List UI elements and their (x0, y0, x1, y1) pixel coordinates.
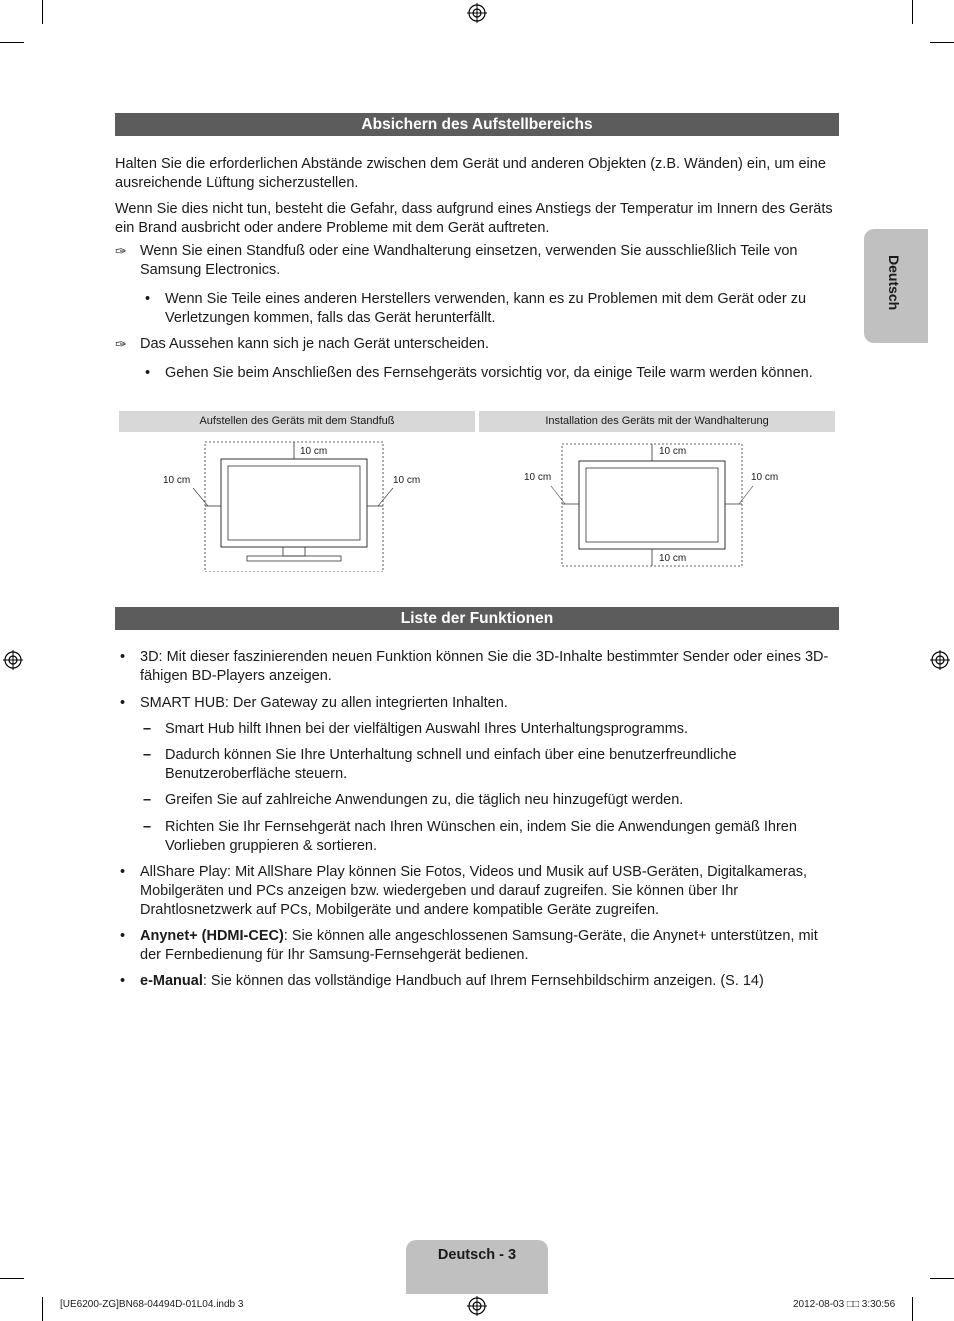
bullet-icon: • (120, 864, 126, 880)
feature-description: : Mit dieser faszinierenden neuen Funktion können Sie die 3D-Inhalte bestimmter Sender oder eines 3D-fähigen BD-Players anzeigen. (140, 649, 829, 684)
sub-item (143, 818, 839, 858)
feature-item-anynet (120, 927, 839, 967)
registration-mark-icon (930, 650, 950, 670)
clearance-label-top: 10 cm (659, 446, 687, 457)
feature-item-allshare (120, 863, 839, 923)
sub-item-text: Dadurch können Sie Ihre Unterhaltung schnell und einfach über eine benutzerfreundliche Benutzeroberfläche steuern. (165, 747, 737, 782)
bullet-text: Wenn Sie Teile eines anderen Herstellers verwenden, kann es zu Problemen mit dem Gerät oder zu Verletzungen kommen, falls das Gerät herunterfällt. (165, 291, 807, 326)
section-heading-safety: Absichern des Aufstellbereichs (115, 113, 839, 136)
dash-icon: – (143, 747, 152, 763)
clearance-label-top: 10 cm (300, 446, 328, 457)
note-pencil-icon: ✑ (115, 243, 127, 259)
bullet-text: Gehen Sie beim Anschließen des Fernsehgeräts vorsichtig vor, da einige Teile warm werden können. (165, 365, 813, 381)
feature-item-smart-hub (120, 694, 839, 714)
bullet-icon: • (120, 695, 126, 711)
feature-description: : Mit AllShare Play können Sie Fotos, Videos und Musik auf USB-Geräten, Digitalkameras, Mobilgeräten und PCs anzeigen bzw. wiedergeben und darauf zugreifen. Sie können über Ihr Drahtlosnetzwerk auf PCs, Mobilgeräte und andere kompatible Geräte zugreifen. (140, 864, 808, 918)
figure-heading-wall-mount: Installation des Geräts mit der Wandhalterung (479, 411, 835, 432)
crop-mark (930, 1278, 954, 1279)
clearance-label-left: 10 cm (524, 472, 552, 483)
crop-mark (0, 42, 24, 43)
feature-item-emanual (120, 972, 839, 992)
crop-mark (930, 42, 954, 43)
paragraph-clearance: Halten Sie die erforderlichen Abstände zwischen dem Gerät und anderen Objekten (z.B. Wänden) ein, um eine ausreichende Lüftung sicherzustellen. (115, 156, 826, 191)
bullet-icon: • (145, 365, 151, 381)
feature-description: : Sie können das vollständige Handbuch auf Ihrem Fernsehbildschirm anzeigen. (S. 14) (202, 973, 764, 989)
bullet-icon: • (120, 649, 126, 665)
sub-item (143, 791, 839, 811)
footer-file-name: [UE6200-ZG]BN68-04494D-01L04.indb 3 (60, 1299, 244, 1310)
registration-mark-icon (3, 650, 23, 670)
crop-mark (912, 1297, 913, 1321)
feature-term: e-Manual (140, 973, 203, 989)
note-genuine-parts (115, 242, 839, 282)
registration-mark-icon (467, 1296, 487, 1316)
note-text: Das Aussehen kann sich je nach Gerät unterscheiden. (140, 336, 490, 352)
sub-item-text: Smart Hub hilft Ihnen bei der vielfältigen Auswahl Ihres Unterhaltungsprogramms. (165, 721, 689, 737)
feature-description: : Sie können alle angeschlossenen Samsung-Geräte, die Anynet+ unterstützen, mit der Fernbedienung für Ihr Samsung-Fernsehgerät bedienen. (140, 928, 818, 963)
tv-wall-mount-diagram (479, 436, 835, 572)
clearance-label-right: 10 cm (751, 472, 779, 483)
feature-term: 3D (140, 649, 159, 665)
feature-term: Anynet+ (HDMI-CEC) (140, 928, 284, 944)
feature-item-3d (120, 648, 839, 688)
bullet-icon: • (120, 928, 126, 944)
page-number-tab (406, 1240, 548, 1294)
sub-item-text: Greifen Sie auf zahlreiche Anwendungen zu, die täglich neu hinzugefügt werden. (165, 792, 684, 808)
dash-icon: – (143, 819, 152, 835)
paragraph-fire-risk: Wenn Sie dies nicht tun, besteht die Gefahr, dass aufgrund eines Anstiegs der Temperatur im Innern des Geräts ein Brand ausbricht oder andere Probleme mit dem Gerät auftreten. (115, 201, 833, 236)
footer-timestamp: 2012-08-03 □□ 3:30:56 (793, 1299, 896, 1310)
clearance-label-right: 10 cm (393, 475, 421, 486)
clearance-label-bottom: 10 cm (659, 553, 687, 564)
sub-item (143, 720, 839, 740)
clearance-label-left: 10 cm (163, 475, 191, 486)
bullet-icon: • (145, 291, 151, 307)
note-appearance (115, 335, 839, 355)
note-pencil-icon: ✑ (115, 336, 127, 352)
tv-stand-diagram (119, 436, 475, 572)
language-side-tab (864, 229, 928, 343)
crop-mark (0, 1278, 24, 1279)
section-heading-features: Liste der Funktionen (115, 607, 839, 630)
bullet-icon: • (120, 973, 126, 989)
crop-mark (42, 1297, 43, 1321)
bullet-item (145, 364, 839, 404)
registration-mark-icon (467, 3, 487, 23)
dash-icon: – (143, 721, 152, 737)
page-number: Deutsch - 3 (437, 1247, 517, 1263)
crop-mark (912, 0, 913, 24)
dash-icon: – (143, 792, 152, 808)
feature-term: AllShare Play (140, 864, 228, 880)
figure-heading-stand: Aufstellen des Geräts mit dem Standfuß (119, 411, 475, 432)
feature-term: SMART HUB (140, 695, 225, 711)
bullet-item (145, 290, 839, 330)
note-text: Wenn Sie einen Standfuß oder eine Wandhalterung einsetzen, verwenden Sie ausschließlich Teile von Samsung Electronics. (140, 243, 798, 278)
side-tab-label: Deutsch (886, 255, 902, 311)
sub-item-text: Richten Sie Ihr Fernsehgerät nach Ihren Wünschen ein, indem Sie die Anwendungen gemäß Ihren Vorlieben gruppieren & sortieren. (165, 819, 797, 854)
crop-mark (42, 0, 43, 24)
sub-item (143, 746, 839, 786)
feature-description: : Der Gateway zu allen integrierten Inhalten. (224, 695, 508, 711)
